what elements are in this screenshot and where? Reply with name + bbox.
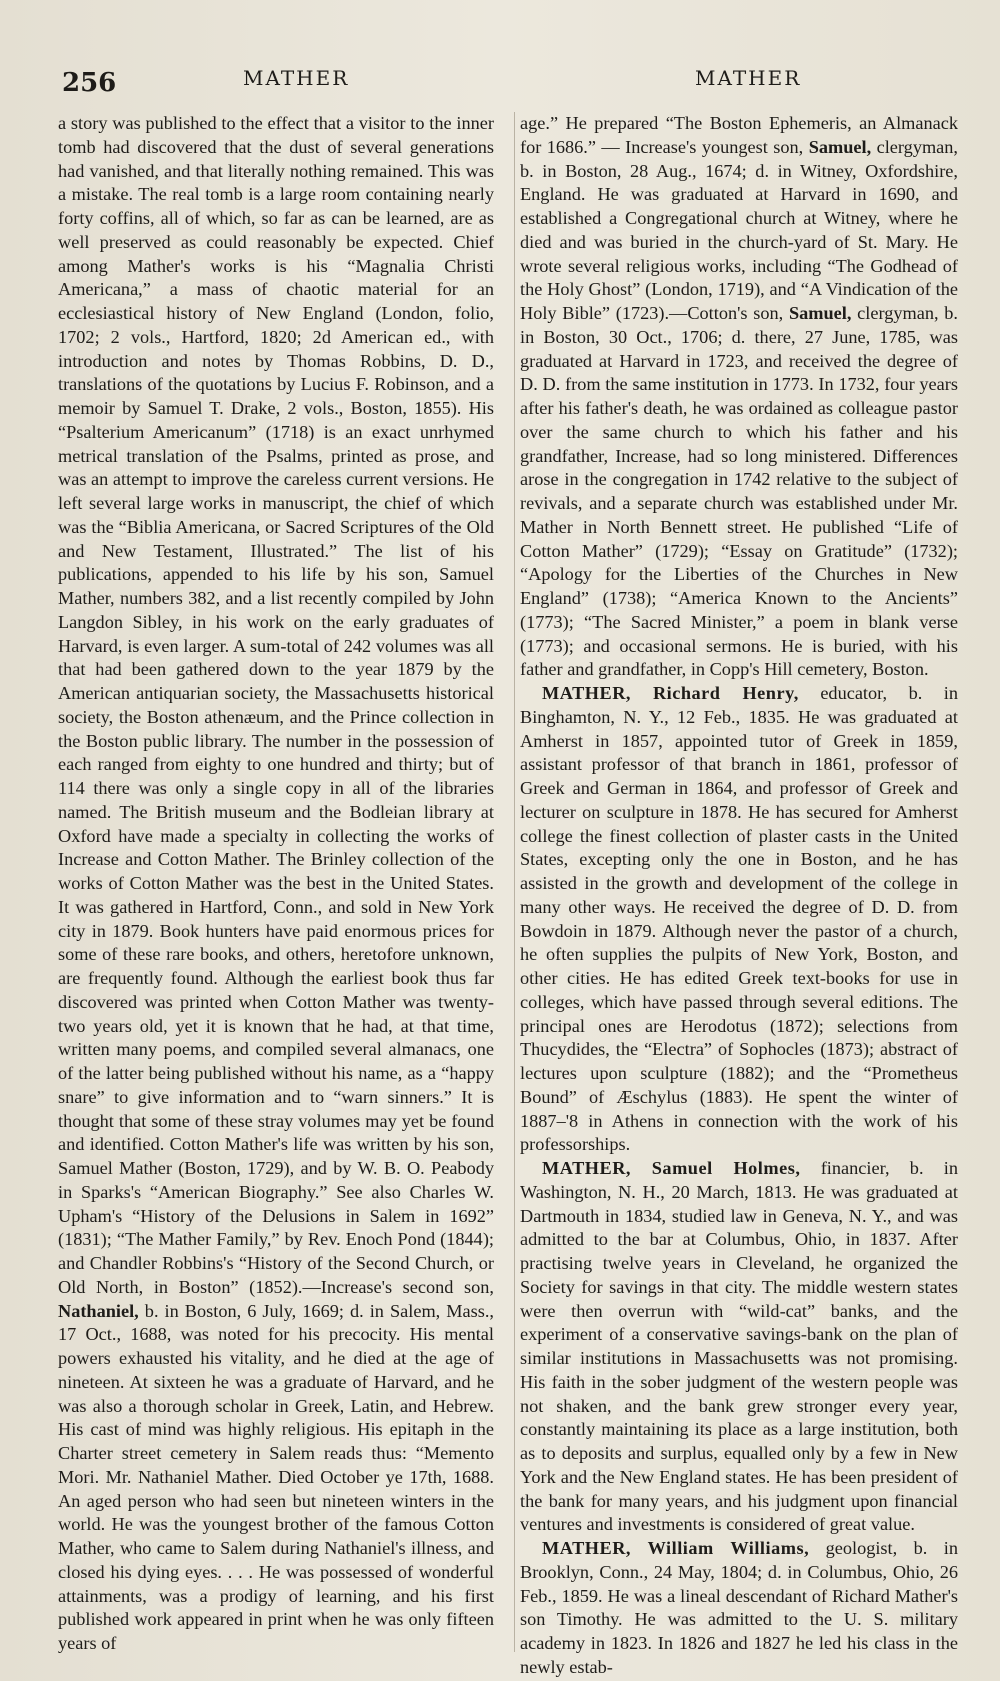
cotton-mather-continuation bbox=[58, 112, 494, 1656]
headword-richard-henry: MATHER, Richard Henry, bbox=[542, 683, 799, 703]
nathaniel-text: b. in Boston, 6 July, 1669; d. in Salem, Mass., 17 Oct., 1688, was noted for his precocity. His mental powers exhausted his vitality, and he died at the age of nineteen. At sixteen he was a graduate of Harvard, and he was also a thorough scholar in Greek, Latin, and Hebrew. His cast of mind was highly religious. His epitaph in the Charter street cemetery in Salem reads thus: “Memento Mori. Mr. Nathaniel Mather. Died October ye 17th, 1688. An aged person who had seen but nineteen winters in the world. He was the youngest brother of the famous Cotton Mather, who came to Salem during Nathaniel's illness, and closed his dying eyes. . . . He was possessed of wonderful attainments, was a prodigy of learning, and his first published work appeared in print when he was only fifteen years of bbox=[58, 1300, 495, 1653]
continuation-text: age.” He prepared “The Boston Ephemeris, an Almanack for 1686.” — Increase's youngest son, bbox=[520, 113, 958, 157]
page-number: 256 bbox=[62, 68, 117, 98]
column-divider bbox=[514, 112, 515, 1652]
running-head-left: MATHER bbox=[243, 66, 350, 90]
left-column bbox=[58, 112, 494, 1656]
entry-samuel-holmes bbox=[520, 1157, 958, 1537]
headword-william-williams: MATHER, William Williams, bbox=[542, 1538, 810, 1558]
samuel-1-text: clergyman, b. in Boston, 28 Aug., 1674; d. in Witney, Oxfordshire, England. He was graduated at Harvard in 1690, and established a Congregational church at Witney, where he died and was buried in the church-yard of St. Mary. He wrote several religious works, including “The Godhead of the Holy Ghost” (London, 1719), and “A Vindication of the Holy Bible” (1723).—Cotton's son, bbox=[520, 136, 959, 323]
samuel-2-text: clergyman, b. in Boston, 30 Oct., 1706; d. there, 27 June, 1785, was graduated at Harvard in 1723, and received the degree of D. D. from the same institution in 1773. In 1732, four years after his father's death, he was ordained as colleague pastor over the same church to which his father and his grandfather, Increase, had so long ministered. Differences arose in the congregation in 1742 relative to the subject of revivals, and a separate church was established under Mr. Mather in North Bennett street. He published “Life of Cotton Mather” (1729); “Essay on Gratitude” (1732); “Apology for the Liberties of the Churches in New England” (1738); “America Known to the Ancients” (1773); “The Sacred Minister,” a poem in blank verse (1773); and occasional sermons. He is buried, with his father and grandfather, in Copp's Hill cemetery, Boston. bbox=[520, 303, 958, 680]
entry-richard-henry bbox=[520, 682, 958, 1157]
richard-henry-text: educator, b. in Binghamton, N. Y., 12 Feb., 1835. He was graduated at Amherst in 1857, appointed tutor of Greek in 1859, assistant professor of that branch in 1861, professor of Greek and German in 1864, and professor of Greek and lecturer on sculpture in 1878. He has secured for Amherst college the finest collection of plaster casts in the United States, excepting only the one in Boston, and he has assisted in the growth and development of the college in many other ways. He received the degree of D. D. from Bowdoin in 1879. Although never the pastor of a church, he often supplies the pulpits of New York, Boston, and other cities. He has edited Greek text-books for use in colleges, which have passed through several editions. The principal ones are Herodotus (1872); selections from Thucydides, the “Electra” of Sophocles (1873); abstract of lectures upon sculpture (1882); and the “Prometheus Bound” of Æschylus (1883). He spent the winter of 1887–'8 in Athens in connection with the work of his professorships. bbox=[520, 683, 959, 1155]
entry-william-williams bbox=[520, 1537, 958, 1680]
page-header bbox=[0, 0, 1000, 120]
cotton-mather-text: a story was published to the effect that a visitor to the inner tomb had discovered that the dust of several generations had vanished, and that literally nothing remained. This was a mistake. The real tomb is a large room containing nearly forty coffins, all of which, so far as can be learned, are as well preserved as could reasonably be expected. Chief among Mather's works is his “Magnalia Christi Americana,” a mass of chaotic material for an ecclesiastical history of New England (London, folio, 1702; 2 vols., Hartford, 1820; 2d American ed., with introduction and notes by Thomas Robbins, D. D., translations of the quotations by Lucius F. Robinson, and a memoir by Samuel T. Drake, 2 vols., Boston, 1855). His “Psalterium Americanum” (1718) is an exact unrhymed metrical translation of the Psalms, printed as prose, and was an attempt to improve the careless current versions. He left several large works in manuscript, the chief of which was the “Biblia Americana, or Sacred Scriptures of the Old and New Testament, Illustrated.” The list of his publications, appended to his life by his son, Samuel Mather, numbers 382, and a list recently compiled by John Langdon Sibley, in his work on the early graduates of Harvard, is even larger. A sum-total of 242 volumes was all that had been gathered down to the year 1879 by the American antiquarian society, the Massachusetts historical society, the Boston athenæum, and the Prince collection in the Boston public library. The number in the possession of each ranged from eighty to one hundred and thirty; but of 114 there was only a single copy in all of the libraries named. The British museum and the Bodleian library at Oxford have made a specialty in collecting the works of Increase and Cotton Mather. The Brinley collection of the works of Cotton Mather was the best in the United States. It was gathered in Hartford, Conn., and sold in New York city in 1879. Book hunters have paid enormous prices for some of these rare books, and others, heretofore unknown, are frequently found. Although the earliest book thus far discovered was printed when Cotton Mather was twenty-two years old, yet it is known that he had, at that time, written many poems, and compiled several almanacs, one of the latter being published without his name, as a “happy snare” to give information and to “warn sinners.” It is thought that some of these stray volumes may yet be found and identified. Cotton Mather's life was written by his son, Samuel Mather (Boston, 1729), and by W. B. O. Peabody in Sparks's “American Biography.” See also Charles W. Upham's “History of the Delusions in Salem in 1692” (1831); “The Mather Family,” by Rev. Enoch Pond (1844); and Chandler Robbins's “History of the Second Church, or Old North, in Boston” (1852).—Increase's second son, bbox=[58, 113, 494, 1297]
nathaniel-name: Nathaniel, bbox=[58, 1300, 139, 1321]
right-column bbox=[520, 112, 958, 1680]
running-head-right: MATHER bbox=[695, 66, 802, 90]
samuel-holmes-text: financier, b. in Washington, N. H., 20 March, 1813. He was graduated at Dartmouth in 1834, studied law in Geneva, N. Y., and was admitted to the bar at Columbus, Ohio, in 1837. After practising twelve years in Cleveland, he organized the Society for savings in that city. The middle western states were then overrun with “wild-cat” banks, and the experiment of a conservative savings-bank on the plan of similar institutions in Massachusetts was not promising. His faith in the sober judgment of the western people was not shaken, and the bank grew stronger every year, constantly maintaining its place as a large institution, both as to deposits and surplus, equalled only by a few in New York and the New England states. He has been president of the bank for many years, and his judgment upon financial ventures and investments is considered of great value. bbox=[520, 1158, 959, 1535]
william-williams-text: geologist, b. in Brooklyn, Conn., 24 May, 1804; d. in Columbus, Ohio, 26 Feb., 1859. He was a lineal descendant of Richard Mather's son Timothy. He was admitted to the U. S. military academy in 1823. In 1826 and 1827 he led his class in the newly estab- bbox=[520, 1538, 958, 1677]
headword-samuel-holmes: MATHER, Samuel Holmes, bbox=[542, 1158, 801, 1178]
samuel-entries bbox=[520, 112, 958, 682]
samuel-name-1: Samuel, bbox=[808, 136, 872, 157]
samuel-name-2: Samuel, bbox=[788, 303, 852, 323]
